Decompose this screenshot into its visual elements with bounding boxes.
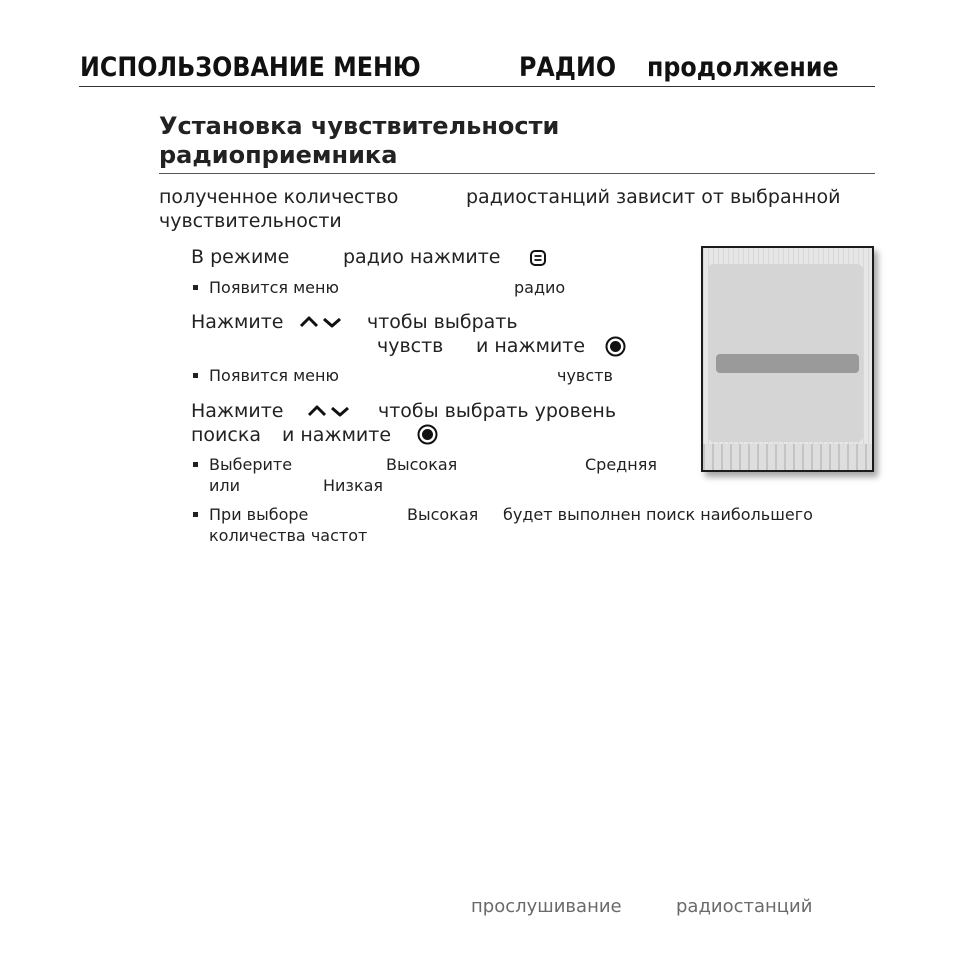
bullet-marker (193, 285, 198, 290)
bullet3-text-d: или (209, 476, 241, 495)
section-rule (159, 173, 875, 174)
select-button-icon (417, 424, 438, 445)
step3-text-d: и нажмите (282, 424, 392, 446)
bullet1-text-b: радио (514, 278, 566, 297)
intro-text-b: радиостанций зависит от выбранной (466, 186, 841, 208)
footer-text-b: радиостанций (676, 896, 813, 917)
step2-text-a: Нажмите (191, 311, 284, 333)
device-bottom-pattern (703, 444, 872, 472)
bullet-marker (193, 373, 198, 378)
select-button-icon (605, 336, 626, 357)
step2-text-d: и нажмите (476, 335, 586, 357)
bullet-marker (193, 512, 198, 517)
bullet3-text-b: Высокая (386, 455, 458, 474)
header-radio: РАДИО (519, 52, 617, 83)
bullet4-text-d: количества частот (209, 526, 368, 545)
device-screen-illustration (701, 246, 874, 472)
header-continued: продолжение (647, 52, 839, 83)
bullet3-text-e: Низкая (323, 476, 384, 495)
step1-text-a: В режиме (191, 246, 290, 268)
section-title-line2: радиоприемника (159, 141, 398, 169)
device-menu-panel (708, 264, 863, 442)
step3-text-a: Нажмите (191, 400, 284, 422)
bullet3-text-a: Выберите (209, 455, 293, 474)
footer-text-a: прослушивание (471, 896, 622, 917)
intro-text-c: чувствительности (159, 210, 342, 232)
bullet2-text-a: Появится меню (209, 366, 339, 385)
bullet3-text-c: Средняя (585, 455, 657, 474)
bullet4-text-b: Высокая (407, 505, 479, 524)
header-rule (79, 86, 875, 87)
up-down-arrows-icon (306, 403, 352, 419)
section-title-line1: Установка чувствительности (159, 112, 560, 140)
bullet-marker (193, 462, 198, 467)
step2-text-b: чтобы выбрать (367, 311, 518, 333)
bullet4-text-c: будет выполнен поиск наибольшего (503, 505, 813, 524)
up-down-arrows-icon (298, 314, 344, 330)
step2-text-c: чувств (377, 335, 444, 357)
step3-text-c: поиска (191, 424, 261, 446)
header-title: ИСПОЛЬЗОВАНИЕ МЕНЮ (80, 52, 421, 83)
bullet2-text-b: чувств (557, 366, 613, 385)
menu-button-icon (529, 249, 547, 267)
device-selected-row (716, 354, 859, 373)
bullet1-text-a: Появится меню (209, 278, 339, 297)
intro-text-a: полученное количество (159, 186, 399, 208)
step1-text-b: радио нажмите (343, 246, 501, 268)
step3-text-b: чтобы выбрать уровень (378, 400, 617, 422)
bullet4-text-a: При выборе (209, 505, 309, 524)
